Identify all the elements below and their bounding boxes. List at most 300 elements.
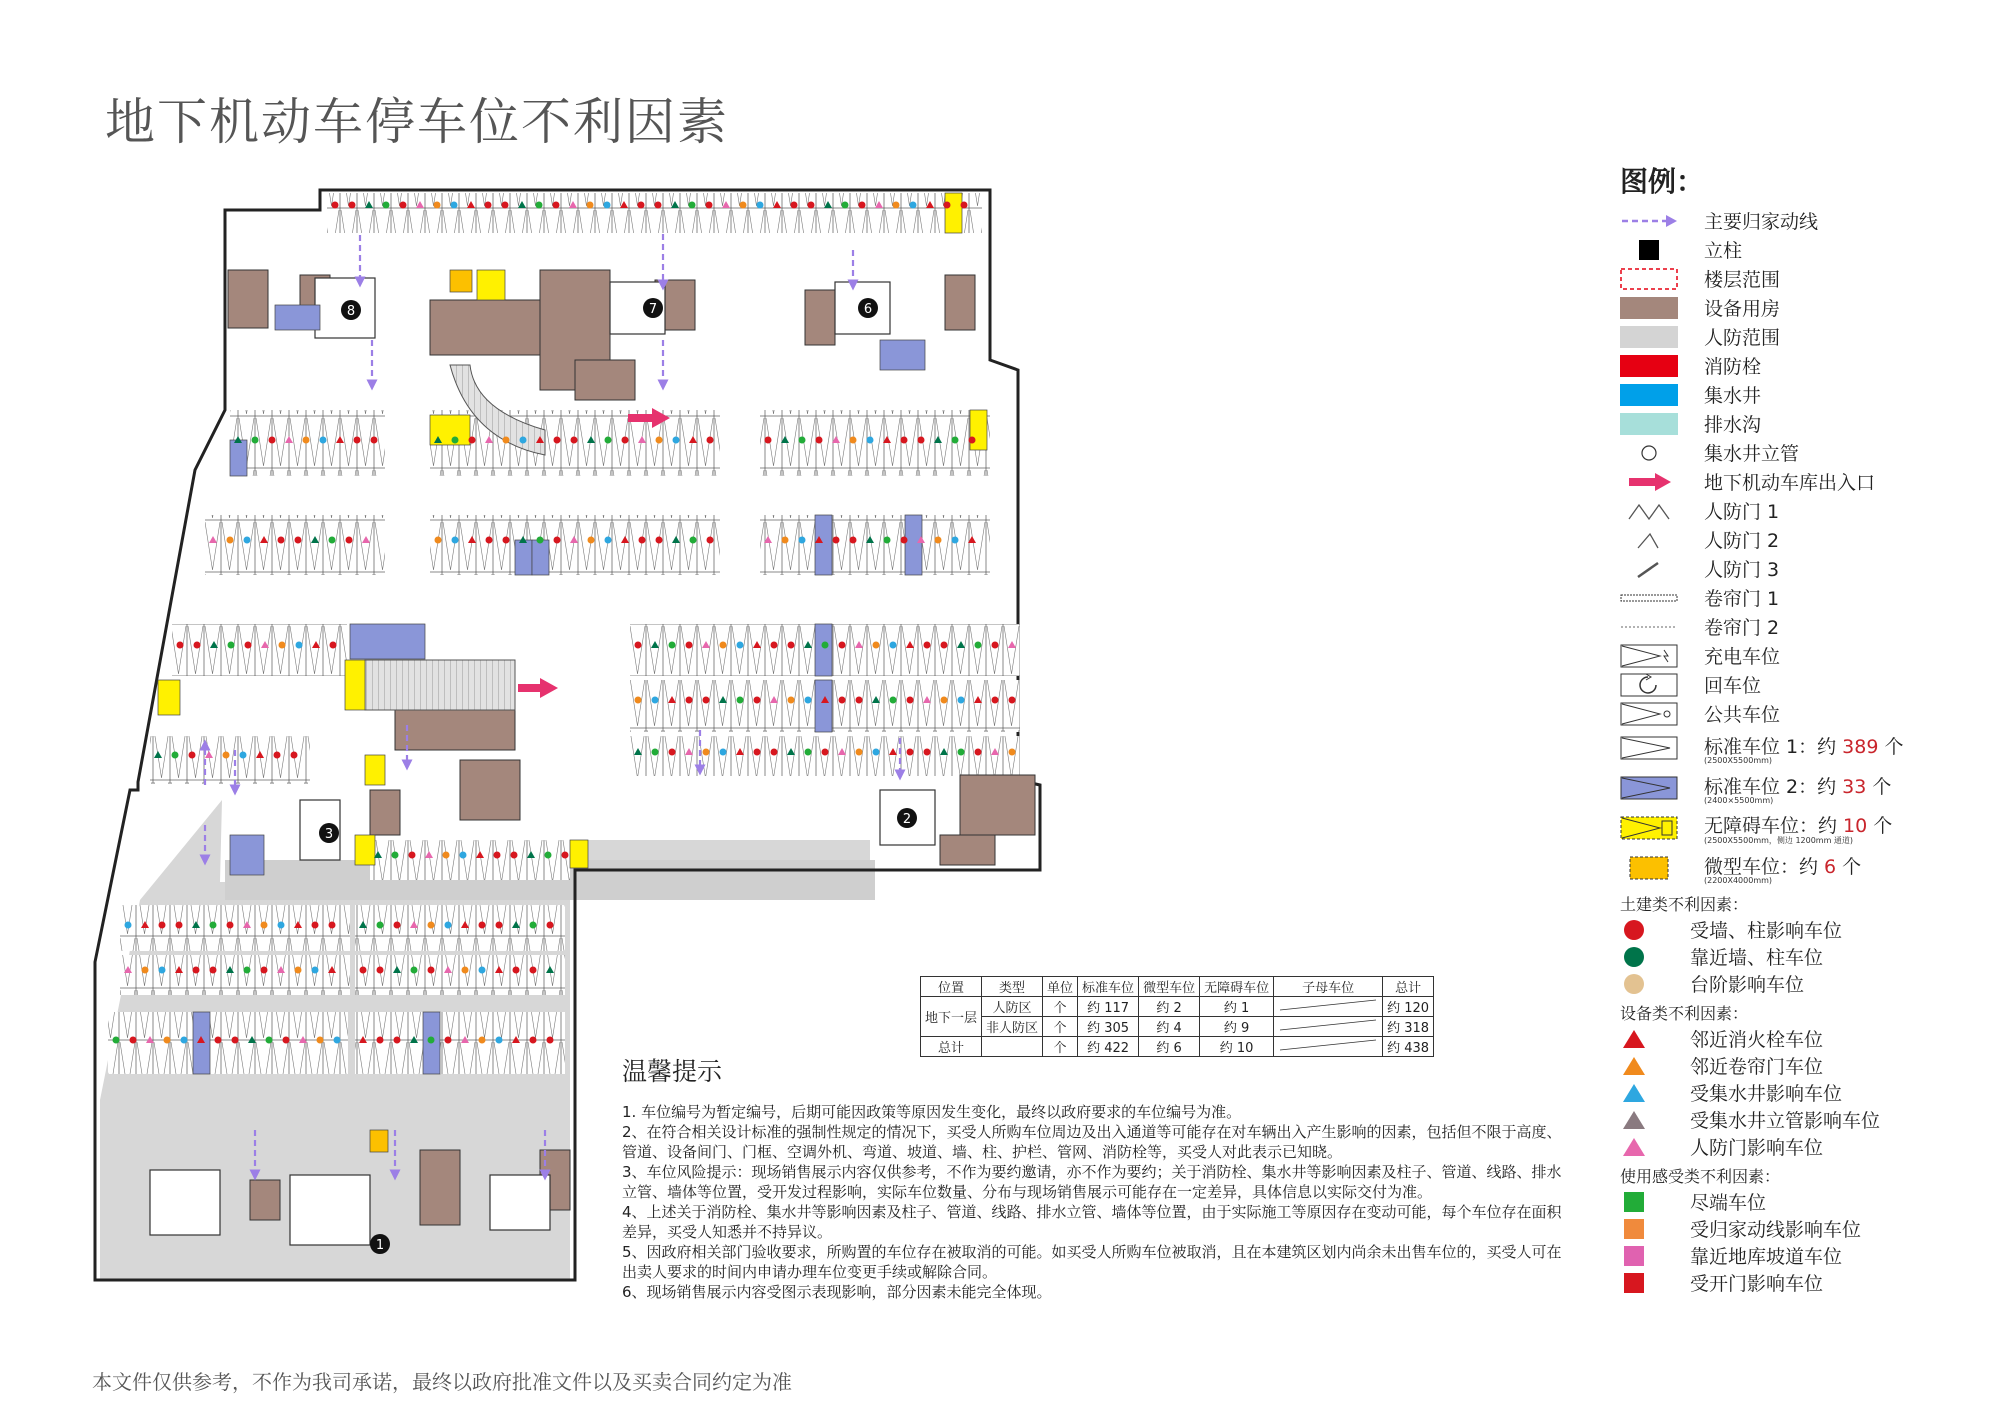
legend-item-label: 消防栓	[1704, 356, 1762, 378]
circle-outline-icon	[1620, 441, 1678, 465]
adverse-circle-mark	[232, 1037, 239, 1044]
adverse-circle-mark	[210, 967, 217, 974]
adverse-circle-mark	[554, 537, 561, 544]
brown-rect-icon	[1620, 296, 1678, 320]
pink-arrow-icon	[1620, 470, 1678, 494]
adverse-circle-mark	[757, 202, 764, 209]
adverse-circle-mark	[958, 697, 965, 704]
rolling-door-1-icon	[1620, 586, 1678, 610]
adverse-circle-mark	[274, 752, 281, 759]
accessible-cell: 约 10	[1200, 1037, 1274, 1057]
adverse-circle-mark	[291, 752, 298, 759]
type-cell: 人防区	[982, 997, 1043, 1017]
legend-item	[1620, 583, 1990, 612]
adverse-circle-mark	[142, 967, 149, 974]
triangle-marker-icon	[1620, 1054, 1648, 1078]
legend-item-label: 主要归家动线	[1704, 211, 1819, 233]
legend-factor-item	[1620, 1079, 1990, 1106]
adverse-circle-mark	[805, 697, 812, 704]
adverse-circle-mark	[655, 202, 662, 209]
adverse-circle-mark	[706, 202, 713, 209]
adverse-circle-mark	[172, 752, 179, 759]
adverse-circle-mark	[839, 697, 846, 704]
table-row	[921, 1017, 1434, 1037]
adverse-circle-mark	[181, 1037, 188, 1044]
adverse-circle-mark	[159, 967, 166, 974]
legend-item	[1620, 235, 1990, 264]
adverse-circle-mark	[707, 437, 714, 444]
adverse-circle-mark	[673, 437, 680, 444]
adverse-circle-mark	[278, 537, 285, 544]
tips-title: 温馨提示	[622, 1057, 723, 1086]
adverse-circle-mark	[952, 537, 959, 544]
adverse-circle-mark	[935, 537, 942, 544]
adverse-circle-mark	[502, 202, 509, 209]
legend-space-text	[1704, 852, 1861, 885]
legend-item-label: 卷帘门 2	[1704, 617, 1780, 639]
legend-factor-item	[1620, 1215, 1990, 1242]
adverse-circle-mark	[240, 752, 247, 759]
adverse-circle-mark	[791, 202, 798, 209]
adverse-circle-mark	[392, 852, 399, 859]
unit-number: 2	[902, 812, 912, 827]
adverse-circle-mark	[703, 749, 710, 756]
adverse-circle-mark	[901, 537, 908, 544]
adverse-circle-mark	[799, 437, 806, 444]
adverse-circle-mark	[537, 537, 544, 544]
adverse-circle-mark	[428, 1037, 435, 1044]
adverse-circle-mark	[910, 202, 917, 209]
adverse-circle-mark	[975, 749, 982, 756]
triangle-marker-icon	[1620, 1081, 1648, 1105]
adverse-circle-mark	[604, 202, 611, 209]
adverse-circle-mark	[782, 537, 789, 544]
adverse-circle-mark	[856, 697, 863, 704]
legend-factor-label: 靠近地库坡道车位	[1690, 1246, 1843, 1268]
adverse-circle-mark	[788, 642, 795, 649]
adverse-circle-mark	[873, 642, 880, 649]
legend-space-type	[1620, 808, 1990, 848]
adverse-circle-mark	[252, 437, 259, 444]
charging-space-icon	[1620, 644, 1678, 668]
unit-number-marker	[370, 1234, 390, 1254]
space-type-label: 标准车位 2：约	[1704, 775, 1843, 798]
space-type-count: 33	[1842, 775, 1867, 798]
unit-number: 7	[648, 302, 658, 317]
adverse-circle-mark	[907, 749, 914, 756]
tandem-cell	[1274, 1017, 1383, 1037]
adverse-circle-mark	[330, 642, 337, 649]
legend-item-label: 排水沟	[1704, 414, 1762, 436]
adverse-circle-mark	[901, 437, 908, 444]
adverse-circle-mark	[822, 749, 829, 756]
adverse-circle-mark	[511, 852, 518, 859]
adverse-circle-mark	[605, 437, 612, 444]
adverse-circle-mark	[113, 1037, 120, 1044]
adverse-circle-mark	[842, 202, 849, 209]
black-square-icon	[1620, 238, 1678, 262]
unit-number: 1	[375, 1238, 385, 1253]
adverse-circle-mark	[409, 852, 416, 859]
legend-item-label: 地下机动车库出入口	[1704, 472, 1876, 494]
adverse-circle-mark	[332, 202, 339, 209]
legend-item-label: 集水井立管	[1704, 443, 1800, 465]
total-cell: 约 120	[1383, 997, 1434, 1017]
adverse-circle-mark	[918, 437, 925, 444]
adverse-circle-mark	[411, 967, 418, 974]
adverse-circle-mark	[371, 437, 378, 444]
adverse-circle-mark	[295, 967, 302, 974]
legend-factor-label: 尽端车位	[1690, 1192, 1767, 1214]
adverse-circle-mark	[189, 752, 196, 759]
legend-item-label: 充电车位	[1704, 646, 1781, 668]
adverse-circle-mark	[296, 642, 303, 649]
triangle-marker-icon	[1620, 1027, 1648, 1051]
legend-item-label: 人防门 1	[1704, 501, 1780, 523]
adverse-circle-mark	[329, 922, 336, 929]
legend-space-type	[1620, 768, 1990, 808]
civil-defense-door-2-icon	[1620, 528, 1678, 552]
unit-number-marker	[319, 823, 339, 843]
adverse-circle-mark	[686, 642, 693, 649]
circle-marker-icon	[1620, 972, 1648, 996]
adverse-circle-mark	[635, 697, 642, 704]
table-row	[921, 997, 1434, 1017]
adverse-circle-mark	[808, 202, 815, 209]
rolling-door-2-icon	[1620, 615, 1678, 639]
adverse-circle-mark	[244, 537, 251, 544]
space-type-count: 6	[1824, 855, 1837, 878]
adverse-circle-mark	[941, 642, 948, 649]
adverse-circle-mark	[346, 537, 353, 544]
adverse-circle-mark	[394, 922, 401, 929]
adverse-circle-mark	[686, 697, 693, 704]
legend-item	[1620, 438, 1990, 467]
adverse-circle-mark	[958, 749, 965, 756]
adverse-circle-mark	[451, 202, 458, 209]
legend-factor-label: 受开门影响车位	[1690, 1273, 1824, 1295]
adverse-circle-mark	[669, 749, 676, 756]
triangle-marker-icon	[1620, 1108, 1648, 1132]
unit-cell: 个	[1043, 1037, 1078, 1057]
table-header: 标准车位	[1078, 977, 1139, 997]
legend-item	[1620, 612, 1990, 641]
table-header: 无障碍车位	[1200, 977, 1274, 997]
adverse-circle-mark	[485, 202, 492, 209]
adverse-circle-mark	[833, 537, 840, 544]
adverse-circle-mark	[303, 437, 310, 444]
standard-cell: 约 422	[1078, 1037, 1139, 1057]
adverse-circle-mark	[754, 749, 761, 756]
legend-factor-label: 邻近消火栓车位	[1690, 1029, 1824, 1051]
legend-space-type	[1620, 848, 1990, 888]
space-type-label: 标准车位 1：约	[1704, 735, 1843, 758]
adverse-circle-mark	[349, 202, 356, 209]
tip-paragraph: 6、现场销售展示内容受图示表现影响，部分因素未能完全体现。	[622, 1283, 1052, 1301]
legend-factor-label: 台阶影响车位	[1690, 974, 1805, 996]
adverse-circle-mark	[1009, 749, 1016, 756]
adverse-circle-mark	[553, 202, 560, 209]
adverse-circle-mark	[588, 537, 595, 544]
adverse-circle-mark	[941, 697, 948, 704]
adverse-circle-mark	[1009, 697, 1016, 704]
adverse-circle-mark	[969, 437, 976, 444]
total-label-cell: 总计	[921, 1037, 982, 1057]
adverse-circle-mark	[856, 749, 863, 756]
adverse-circle-mark	[377, 922, 384, 929]
legend-group-title: 使用感受类不利因素：	[1620, 1167, 1781, 1186]
adverse-circle-mark	[435, 537, 442, 544]
adverse-circle-mark	[689, 202, 696, 209]
public-space-icon	[1620, 702, 1678, 726]
adverse-circle-mark	[452, 537, 459, 544]
adverse-circle-mark	[635, 642, 642, 649]
legend-factor-label: 受集水井立管影响车位	[1690, 1110, 1881, 1132]
square-marker-icon	[1620, 1271, 1648, 1295]
adverse-circle-mark	[669, 642, 676, 649]
square-marker-icon	[1620, 1190, 1648, 1214]
tip-paragraph: 1. 车位编号为暂定编号，后期可能因政策等原因发生变化，最终以政府要求的车位编号为准。	[622, 1103, 1242, 1121]
legend-item-label: 设备用房	[1704, 298, 1781, 320]
parking-stats-table	[920, 976, 1434, 1057]
adverse-circle-mark	[536, 202, 543, 209]
space-type-note: (2500X5500mm)	[1704, 755, 1773, 765]
adverse-circle-mark	[227, 537, 234, 544]
accessible-cell: 约 1	[1200, 997, 1274, 1017]
space-type-unit: 个	[1878, 735, 1904, 758]
adverse-circle-mark	[737, 642, 744, 649]
adverse-circle-mark	[354, 437, 361, 444]
legend-space-text	[1704, 732, 1903, 765]
adverse-circle-mark	[486, 537, 493, 544]
legend-item-label: 人防范围	[1704, 327, 1781, 349]
micro-cell: 约 6	[1139, 1037, 1200, 1057]
teal-rect-icon	[1620, 412, 1678, 436]
table-header: 微型车位	[1139, 977, 1200, 997]
legend-item	[1620, 264, 1990, 293]
adverse-circle-mark	[494, 852, 501, 859]
legend-item	[1620, 409, 1990, 438]
legend-space-text	[1704, 811, 1892, 846]
adverse-circle-mark	[530, 922, 537, 929]
legend	[1620, 160, 1990, 1296]
adverse-circle-mark	[223, 752, 230, 759]
adverse-circle-mark	[479, 967, 486, 974]
adverse-circle-mark	[283, 1037, 290, 1044]
square-marker-icon	[1620, 1244, 1648, 1268]
space-type-label: 无障碍车位：约	[1704, 814, 1844, 837]
tandem-cell	[1274, 997, 1383, 1017]
tip-paragraph: 5、因政府相关部门验收要求，所购置的车位存在被取消的可能。如买受人所购车位被取消，且在本建筑区划内尚余未出售车位的，买受人可在出卖人要求的时间内申请办理车位变更手续或解除合同。	[622, 1243, 1562, 1281]
adverse-circle-mark	[317, 1037, 324, 1044]
adverse-circle-mark	[652, 749, 659, 756]
table-header: 单位	[1043, 977, 1078, 997]
legend-factor-item	[1620, 1106, 1990, 1133]
adverse-circle-mark	[245, 642, 252, 649]
adverse-circle-mark	[944, 202, 951, 209]
circle-marker-icon	[1620, 945, 1648, 969]
adverse-circle-mark	[530, 967, 537, 974]
unit-number-marker	[858, 298, 878, 318]
tips-section	[622, 1052, 1572, 1302]
space-type-unit: 个	[1867, 814, 1893, 837]
adverse-circle-mark	[754, 697, 761, 704]
adverse-circle-mark	[822, 642, 829, 649]
space-type-unit: 个	[1866, 775, 1892, 798]
legend-factor-item	[1620, 943, 1990, 970]
adverse-circle-mark	[656, 437, 663, 444]
legend-item-label: 公共车位	[1704, 704, 1781, 726]
adverse-circle-mark	[850, 437, 857, 444]
standard-cell: 约 117	[1078, 997, 1139, 1017]
adverse-circle-mark	[443, 852, 450, 859]
table-header: 子母车位	[1274, 977, 1383, 997]
unit-number-marker	[897, 808, 917, 828]
adverse-circle-mark	[562, 852, 569, 859]
adverse-circle-mark	[992, 697, 999, 704]
adverse-circle-mark	[295, 537, 302, 544]
table-header: 总计	[1383, 977, 1434, 997]
space-type-label: 微型车位：约	[1704, 855, 1825, 878]
adverse-circle-mark	[261, 967, 268, 974]
adverse-circle-mark	[159, 922, 166, 929]
adverse-circle-mark	[805, 749, 812, 756]
adverse-circle-mark	[859, 202, 866, 209]
adverse-circle-mark	[622, 437, 629, 444]
disclaimer-footer: 本文件仅供参考，不作为我司承诺，最终以政府批准文件以及买卖合同约定为准	[92, 1370, 792, 1394]
space-type-count: 10	[1843, 814, 1868, 837]
adverse-circle-mark	[210, 922, 217, 929]
adverse-circle-mark	[737, 697, 744, 704]
legend-factor-label: 邻近卷帘门车位	[1690, 1056, 1824, 1078]
adverse-circle-mark	[177, 642, 184, 649]
adverse-circle-mark	[850, 537, 857, 544]
adverse-circle-mark	[992, 642, 999, 649]
legend-factor-item	[1620, 916, 1990, 943]
legend-item-label: 立柱	[1704, 240, 1743, 262]
square-marker-icon	[1620, 1217, 1648, 1241]
tip-paragraph: 4、上述关于消防栓、集水井等影响因素及柱子、管道、线路、排水立管、墙体等位置，由于实际施工等原因存在变动可能，每个车位存在面积差异，买受人知悉并不持异议。	[622, 1203, 1562, 1241]
adverse-circle-mark	[652, 697, 659, 704]
adverse-circle-mark	[460, 852, 467, 859]
adverse-circle-mark	[520, 437, 527, 444]
adverse-circle-mark	[638, 202, 645, 209]
adverse-circle-mark	[394, 1037, 401, 1044]
adverse-circle-mark	[924, 642, 931, 649]
adverse-circle-mark	[261, 922, 268, 929]
total-cell: 约 438	[1383, 1037, 1434, 1057]
adverse-circle-mark	[428, 967, 435, 974]
adverse-circle-mark	[383, 202, 390, 209]
legend-space-text	[1704, 772, 1891, 805]
micro-cell: 约 4	[1139, 1017, 1200, 1037]
adverse-circle-mark	[334, 1037, 341, 1044]
adverse-circle-mark	[194, 642, 201, 649]
adverse-circle-mark	[530, 1037, 537, 1044]
legend-factor-item	[1620, 1025, 1990, 1052]
adverse-circle-mark	[228, 642, 235, 649]
space-type-note: (2500X5500mm，侧边 1200mm 通道)	[1704, 835, 1854, 845]
adverse-circle-mark	[975, 642, 982, 649]
adverse-circle-mark	[130, 1037, 137, 1044]
legend-item-label: 人防门 2	[1704, 530, 1780, 552]
legend-factor-item	[1620, 1269, 1990, 1296]
accessible-space-icon	[1620, 816, 1678, 840]
triangle-marker-icon	[1620, 1135, 1648, 1159]
adverse-circle-mark	[884, 537, 891, 544]
tip-paragraph: 3、车位风险提示：现场销售展示内容仅供参考，不作为要约邀请，亦不作为要约；关于消防栓、集水井等影响因素及柱子、管道、线路、排水立管、墙体等位置，受开发过程影响，实际车位数量、分布与现场销售展示可能存在一定差异，具体信息以实际交付为准。	[622, 1163, 1562, 1201]
adverse-circle-mark	[164, 1037, 171, 1044]
legend-item	[1620, 525, 1990, 554]
adverse-circle-mark	[740, 202, 747, 209]
turnaround-space-icon	[1620, 673, 1678, 697]
legend-factor-item	[1620, 1133, 1990, 1160]
legend-item	[1620, 699, 1990, 728]
adverse-circle-mark	[462, 967, 469, 974]
legend-factor-item	[1620, 1188, 1990, 1215]
standard-space-1-icon	[1620, 736, 1678, 760]
legend-item	[1620, 380, 1990, 409]
adverse-circle-mark	[547, 922, 554, 929]
legend-item	[1620, 351, 1990, 380]
legend-title: 图例：	[1620, 165, 1705, 198]
space-type-unit: 个	[1836, 855, 1862, 878]
adverse-circle-mark	[545, 852, 552, 859]
standard-cell: 约 305	[1078, 1017, 1139, 1037]
legend-factor-label: 受集水井影响车位	[1690, 1083, 1843, 1105]
legend-item-label: 人防门 3	[1704, 559, 1780, 581]
adverse-circle-mark	[587, 202, 594, 209]
legend-item	[1620, 670, 1990, 699]
adverse-circle-mark	[605, 537, 612, 544]
adverse-circle-mark	[924, 749, 931, 756]
legend-item	[1620, 496, 1990, 525]
legend-item	[1620, 293, 1990, 322]
adverse-circle-mark	[890, 697, 897, 704]
legend-item	[1620, 554, 1990, 583]
red-dashed-rect-icon	[1620, 267, 1678, 291]
adverse-circle-mark	[799, 537, 806, 544]
legend-space-type	[1620, 728, 1990, 768]
unit-number: 8	[346, 304, 356, 319]
adverse-circle-mark	[873, 749, 880, 756]
adverse-circle-mark	[496, 1037, 503, 1044]
adverse-circle-mark	[278, 922, 285, 929]
legend-factor-item	[1620, 1052, 1990, 1079]
adverse-circle-mark	[215, 1037, 222, 1044]
legend-item-label: 回车位	[1704, 675, 1762, 697]
legend-group-title: 土建类不利因素：	[1620, 895, 1749, 914]
unit-number-marker	[341, 300, 361, 320]
legend-item	[1620, 206, 1990, 235]
unit-cell: 个	[1043, 1017, 1078, 1037]
adverse-circle-mark	[961, 202, 968, 209]
adverse-circle-mark	[765, 437, 772, 444]
space-type-note: (2400×5500mm)	[1704, 795, 1774, 805]
micro-cell: 约 2	[1139, 997, 1200, 1017]
adverse-circle-mark	[513, 967, 520, 974]
adverse-circle-mark	[503, 437, 510, 444]
space-type-count: 389	[1842, 735, 1879, 758]
unit-cell: 个	[1043, 997, 1078, 1017]
adverse-circle-mark	[816, 437, 823, 444]
adverse-circle-mark	[434, 202, 441, 209]
adverse-circle-mark	[445, 1037, 452, 1044]
legend-factor-label: 人防门影响车位	[1690, 1137, 1824, 1159]
adverse-circle-mark	[266, 1037, 273, 1044]
adverse-circle-mark	[400, 202, 407, 209]
adverse-circle-mark	[452, 437, 459, 444]
